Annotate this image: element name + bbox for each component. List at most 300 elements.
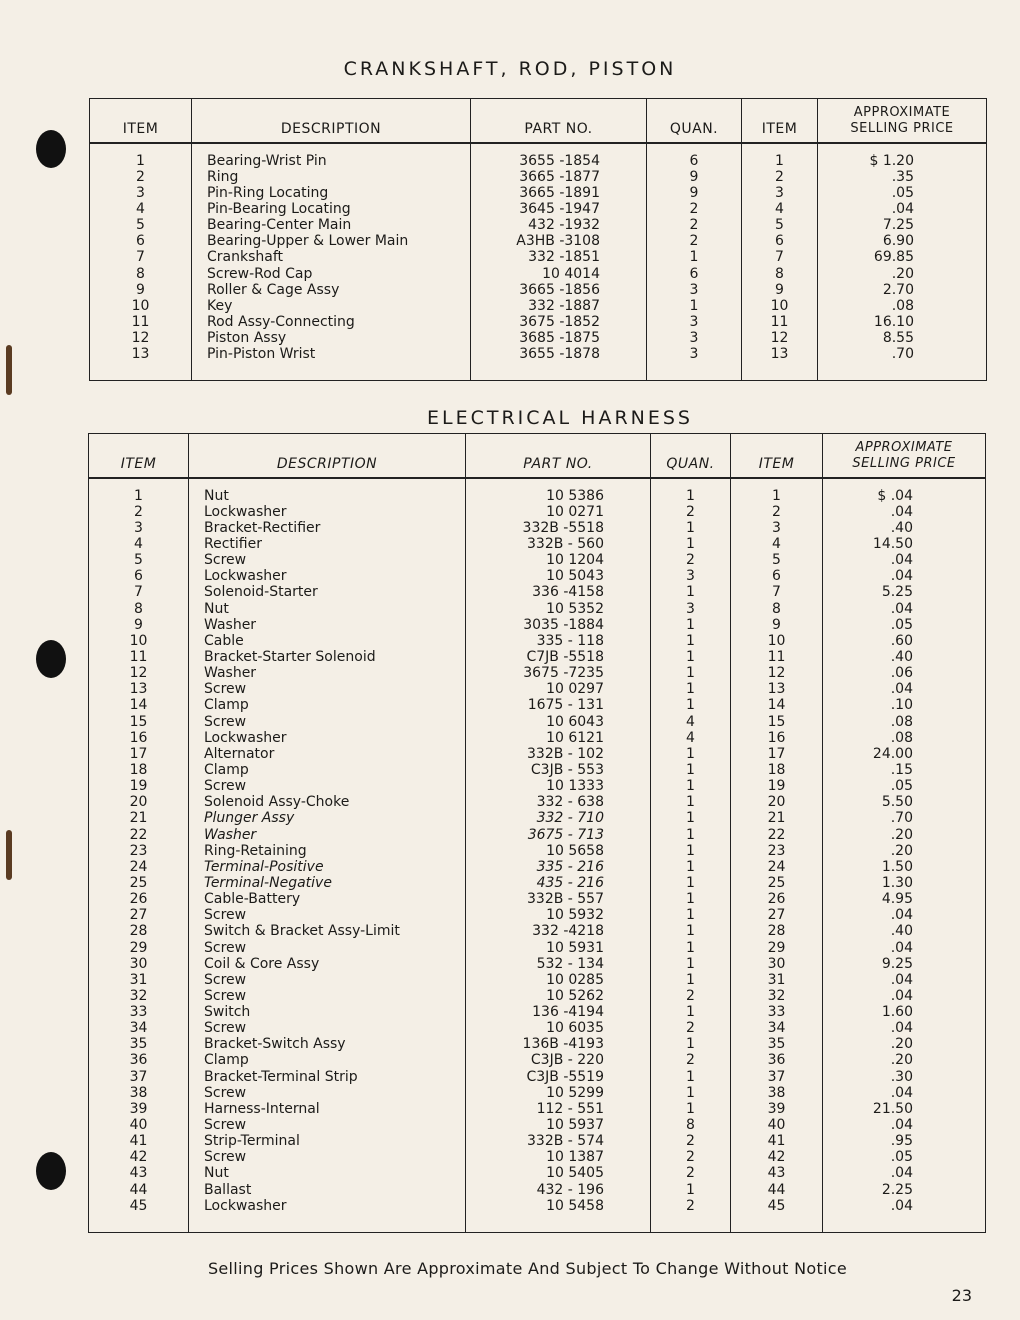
header-item-2: ITEM — [742, 99, 818, 143]
cell-part-no: 10 5658 — [466, 843, 651, 859]
cell-price: .20 — [818, 265, 987, 281]
cell-price: 5.50 — [823, 794, 986, 810]
cell-item: 18 — [89, 762, 189, 778]
cell-part-no: 332 -1887 — [471, 298, 647, 314]
cell-description: Ring — [192, 169, 471, 185]
cell-item-2: 3 — [731, 520, 823, 536]
cell-price: 5.25 — [823, 584, 986, 600]
cell-item: 31 — [89, 972, 189, 988]
cell-item: 11 — [90, 314, 192, 330]
cell-price: .10 — [823, 697, 986, 713]
cell-part-no: 136B -4193 — [466, 1036, 651, 1052]
cell-quan: 1 — [651, 746, 731, 762]
cell-item-2: 17 — [731, 746, 823, 762]
cell-part-no: 10 4014 — [471, 265, 647, 281]
cell-item-2: 19 — [731, 778, 823, 794]
table-row — [89, 810, 986, 826]
header-part-no: PART NO. — [466, 434, 651, 478]
cell-description: Screw — [189, 988, 466, 1004]
cell-item: 13 — [90, 346, 192, 381]
cell-part-no: 10 5043 — [466, 568, 651, 584]
cell-quan: 1 — [651, 665, 731, 681]
cell-price: .70 — [818, 346, 987, 381]
table-row — [89, 1020, 986, 1036]
cell-quan: 3 — [651, 568, 731, 584]
cell-item-2: 7 — [731, 584, 823, 600]
cell-part-no: C7JB -5518 — [466, 649, 651, 665]
cell-description: Nut — [189, 478, 466, 504]
cell-description: Bracket-Terminal Strip — [189, 1069, 466, 1085]
cell-quan: 1 — [651, 939, 731, 955]
cell-part-no: 10 5931 — [466, 939, 651, 955]
cell-description: Harness-Internal — [189, 1101, 466, 1117]
cell-part-no: 10 5937 — [466, 1117, 651, 1133]
cell-description: Lockwasher — [189, 568, 466, 584]
cell-item: 13 — [89, 681, 189, 697]
table-row — [90, 346, 987, 381]
cell-price: 2.25 — [823, 1182, 986, 1198]
cell-quan: 9 — [647, 169, 742, 185]
table-row — [89, 730, 986, 746]
cell-price: 14.50 — [823, 536, 986, 552]
cell-item: 12 — [89, 665, 189, 681]
cell-item-2: 32 — [731, 988, 823, 1004]
cell-price: .05 — [818, 185, 987, 201]
table-row — [89, 1117, 986, 1133]
cell-item: 30 — [89, 956, 189, 972]
table-row — [89, 633, 986, 649]
cell-quan: 1 — [651, 875, 731, 891]
cell-description: Screw — [189, 907, 466, 923]
table-row — [89, 972, 986, 988]
cell-quan: 1 — [651, 681, 731, 697]
cell-item-2: 12 — [742, 330, 818, 346]
cell-quan: 1 — [651, 478, 731, 504]
cell-quan: 1 — [651, 843, 731, 859]
crankshaft-parts-table — [89, 98, 987, 381]
cell-item: 4 — [89, 536, 189, 552]
cell-description: Crankshaft — [192, 249, 471, 265]
cell-price: .04 — [823, 600, 986, 616]
cell-item: 24 — [89, 859, 189, 875]
cell-item: 7 — [89, 584, 189, 600]
table-row — [89, 1069, 986, 1085]
cell-part-no: 3675 -7235 — [466, 665, 651, 681]
table-row — [89, 891, 986, 907]
cell-item-2: 12 — [731, 665, 823, 681]
table-row — [89, 1085, 986, 1101]
cell-price: .05 — [823, 778, 986, 794]
cell-price: .04 — [823, 1117, 986, 1133]
cell-price: .04 — [823, 939, 986, 955]
cell-part-no: C3JB -5519 — [466, 1069, 651, 1085]
cell-price: .15 — [823, 762, 986, 778]
cell-price: .20 — [823, 843, 986, 859]
cell-description: Nut — [189, 1165, 466, 1181]
cell-quan: 1 — [651, 762, 731, 778]
cell-price: .04 — [823, 1085, 986, 1101]
header-item: ITEM — [90, 99, 192, 143]
cell-item-2: 36 — [731, 1052, 823, 1068]
cell-quan: 2 — [651, 552, 731, 568]
cell-item: 38 — [89, 1085, 189, 1101]
cell-quan: 4 — [651, 730, 731, 746]
cell-quan: 1 — [651, 972, 731, 988]
cell-item-2: 38 — [731, 1085, 823, 1101]
table-row — [90, 314, 987, 330]
cell-price: .06 — [823, 665, 986, 681]
table-row — [89, 1182, 986, 1198]
table-row — [90, 233, 987, 249]
harness-rows — [89, 478, 986, 1233]
cell-description: Lockwasher — [189, 1198, 466, 1233]
cell-item: 26 — [89, 891, 189, 907]
cell-item-2: 8 — [731, 600, 823, 616]
cell-item-2: 13 — [731, 681, 823, 697]
table-row — [89, 988, 986, 1004]
footer-note: Selling Prices Shown Are Approximate And Subject To Change Without Notice — [207, 1259, 848, 1278]
cell-description: Clamp — [189, 762, 466, 778]
cell-part-no: 10 5386 — [466, 478, 651, 504]
cell-price: .40 — [823, 649, 986, 665]
table-row — [90, 282, 987, 298]
cell-item-2: 4 — [742, 201, 818, 217]
cell-item-2: 42 — [731, 1149, 823, 1165]
cell-part-no: 336 -4158 — [466, 584, 651, 600]
cell-item: 25 — [89, 875, 189, 891]
cell-part-no: 10 1387 — [466, 1149, 651, 1165]
cell-item: 39 — [89, 1101, 189, 1117]
cell-price: 24.00 — [823, 746, 986, 762]
cell-item: 3 — [89, 520, 189, 536]
cell-price: 1.60 — [823, 1004, 986, 1020]
table-row — [89, 552, 986, 568]
cell-item-2: 43 — [731, 1165, 823, 1181]
cell-quan: 1 — [651, 697, 731, 713]
table-row — [89, 875, 986, 891]
cell-part-no: A3HB -3108 — [471, 233, 647, 249]
cell-quan: 2 — [651, 1165, 731, 1181]
binder-hole-bottom — [36, 1152, 66, 1190]
cell-description: Terminal-Positive — [189, 859, 466, 875]
cell-description: Screw — [189, 1085, 466, 1101]
cell-quan: 3 — [647, 330, 742, 346]
table-row — [90, 330, 987, 346]
table-row — [89, 520, 986, 536]
cell-part-no: 3645 -1947 — [471, 201, 647, 217]
cell-description: Screw — [189, 778, 466, 794]
cell-price: .20 — [823, 1036, 986, 1052]
cell-description: Screw — [189, 972, 466, 988]
cell-item: 33 — [89, 1004, 189, 1020]
cell-price: 1.30 — [823, 875, 986, 891]
cell-part-no: 332B - 102 — [466, 746, 651, 762]
cell-price: .04 — [823, 1020, 986, 1036]
table-row — [89, 826, 986, 842]
cell-item-2: 29 — [731, 939, 823, 955]
cell-price: .30 — [823, 1069, 986, 1085]
cell-item: 34 — [89, 1020, 189, 1036]
cell-item-2: 6 — [742, 233, 818, 249]
cell-quan: 1 — [651, 1004, 731, 1020]
cell-description: Key — [192, 298, 471, 314]
cell-description: Nut — [189, 600, 466, 616]
table-row — [90, 169, 987, 185]
cell-quan: 3 — [647, 314, 742, 330]
cell-price: 8.55 — [818, 330, 987, 346]
cell-item: 9 — [90, 282, 192, 298]
cell-part-no: 10 6035 — [466, 1020, 651, 1036]
cell-quan: 2 — [651, 1052, 731, 1068]
cell-part-no: 332 -4218 — [466, 923, 651, 939]
cell-price: .04 — [823, 568, 986, 584]
table-row — [89, 956, 986, 972]
header-description: DESCRIPTION — [189, 434, 466, 478]
cell-description: Bearing-Wrist Pin — [192, 143, 471, 169]
cell-price: .04 — [818, 201, 987, 217]
cell-part-no: 332 -1851 — [471, 249, 647, 265]
cell-price: .95 — [823, 1133, 986, 1149]
cell-item-2: 25 — [731, 875, 823, 891]
cell-part-no: 112 - 551 — [466, 1101, 651, 1117]
table-row — [89, 504, 986, 520]
cell-item: 32 — [89, 988, 189, 1004]
cell-price: .05 — [823, 1149, 986, 1165]
cell-item: 27 — [89, 907, 189, 923]
cell-item-2: 11 — [742, 314, 818, 330]
cell-description: Switch & Bracket Assy-Limit — [189, 923, 466, 939]
cell-item-2: 10 — [742, 298, 818, 314]
table-row — [89, 1004, 986, 1020]
table-row — [89, 859, 986, 875]
cell-item: 8 — [90, 265, 192, 281]
table-row — [90, 185, 987, 201]
cell-quan: 6 — [647, 143, 742, 169]
cell-price: .35 — [818, 169, 987, 185]
cell-item-2: 26 — [731, 891, 823, 907]
table-row — [90, 249, 987, 265]
cell-part-no: 3675 -1852 — [471, 314, 647, 330]
cell-item: 1 — [90, 143, 192, 169]
cell-part-no: 3035 -1884 — [466, 617, 651, 633]
cell-price: .70 — [823, 810, 986, 826]
table-row — [89, 939, 986, 955]
cell-quan: 1 — [651, 1182, 731, 1198]
cell-item: 16 — [89, 730, 189, 746]
cell-quan: 2 — [647, 217, 742, 233]
cell-part-no: 10 0271 — [466, 504, 651, 520]
cell-item-2: 15 — [731, 713, 823, 729]
cell-description: Strip-Terminal — [189, 1133, 466, 1149]
cell-item-2: 27 — [731, 907, 823, 923]
cell-description: Alternator — [189, 746, 466, 762]
cell-part-no: 332B -5518 — [466, 520, 651, 536]
table-row — [90, 143, 987, 169]
cell-part-no: 532 - 134 — [466, 956, 651, 972]
cell-part-no: 3655 -1854 — [471, 143, 647, 169]
cell-item: 35 — [89, 1036, 189, 1052]
cell-item: 20 — [89, 794, 189, 810]
cell-item: 11 — [89, 649, 189, 665]
cell-description: Pin-Piston Wrist — [192, 346, 471, 381]
binder-hole-top — [36, 130, 66, 168]
cell-item: 5 — [89, 552, 189, 568]
table-row — [89, 1165, 986, 1181]
cell-item-2: 24 — [731, 859, 823, 875]
cell-item: 6 — [90, 233, 192, 249]
cell-price: .40 — [823, 520, 986, 536]
cell-item: 28 — [89, 923, 189, 939]
cell-part-no: 432 - 196 — [466, 1182, 651, 1198]
cell-item-2: 35 — [731, 1036, 823, 1052]
cell-description: Screw — [189, 1149, 466, 1165]
cell-item-2: 13 — [742, 346, 818, 381]
cell-description: Switch — [189, 1004, 466, 1020]
cell-price: $ .04 — [823, 478, 986, 504]
cell-item-2: 5 — [731, 552, 823, 568]
cell-quan: 1 — [651, 584, 731, 600]
cell-part-no: 10 5299 — [466, 1085, 651, 1101]
cell-quan: 3 — [651, 600, 731, 616]
cell-item-2: 28 — [731, 923, 823, 939]
cell-part-no: 1675 - 131 — [466, 697, 651, 713]
table-row — [90, 298, 987, 314]
cell-part-no: 3665 -1891 — [471, 185, 647, 201]
cell-part-no: 10 1333 — [466, 778, 651, 794]
cell-part-no: 335 - 216 — [466, 859, 651, 875]
cell-item: 14 — [89, 697, 189, 713]
cell-quan: 1 — [651, 633, 731, 649]
table-row — [89, 1036, 986, 1052]
table-row — [89, 584, 986, 600]
cell-item-2: 20 — [731, 794, 823, 810]
table-row — [89, 681, 986, 697]
cell-part-no: 3685 -1875 — [471, 330, 647, 346]
cell-item-2: 11 — [731, 649, 823, 665]
cell-item-2: 33 — [731, 1004, 823, 1020]
cell-quan: 2 — [651, 988, 731, 1004]
cell-part-no: 332 - 638 — [466, 794, 651, 810]
table-row — [89, 907, 986, 923]
cell-item-2: 3 — [742, 185, 818, 201]
header-part-no: PART NO. — [471, 99, 647, 143]
cell-description: Bearing-Center Main — [192, 217, 471, 233]
cell-quan: 2 — [651, 1133, 731, 1149]
cell-part-no: 3665 -1856 — [471, 282, 647, 298]
cell-part-no: 3655 -1878 — [471, 346, 647, 381]
cell-price: 4.95 — [823, 891, 986, 907]
cell-quan: 1 — [647, 249, 742, 265]
table-row — [90, 201, 987, 217]
cell-item: 2 — [90, 169, 192, 185]
cell-item-2: 6 — [731, 568, 823, 584]
cell-description: Solenoid-Starter — [189, 584, 466, 600]
cell-description: Piston Assy — [192, 330, 471, 346]
cell-part-no: 332B - 574 — [466, 1133, 651, 1149]
cell-item: 40 — [89, 1117, 189, 1133]
cell-item-2: 45 — [731, 1198, 823, 1233]
cell-part-no: 10 5352 — [466, 600, 651, 616]
cell-description: Screw-Rod Cap — [192, 265, 471, 281]
table-row — [89, 1133, 986, 1149]
harness-parts-table — [88, 433, 986, 1233]
cell-price: 69.85 — [818, 249, 987, 265]
cell-part-no: 10 5262 — [466, 988, 651, 1004]
cell-quan: 1 — [651, 859, 731, 875]
cell-item-2: 14 — [731, 697, 823, 713]
table-row — [89, 649, 986, 665]
header-quan: QUAN. — [651, 434, 731, 478]
cell-price: .04 — [823, 504, 986, 520]
cell-price: .40 — [823, 923, 986, 939]
cell-price: 21.50 — [823, 1101, 986, 1117]
cell-quan: 1 — [651, 907, 731, 923]
cell-item: 12 — [90, 330, 192, 346]
table-row — [89, 1149, 986, 1165]
cell-quan: 1 — [651, 520, 731, 536]
cell-description: Cable-Battery — [189, 891, 466, 907]
table-row — [89, 617, 986, 633]
cell-price: .05 — [823, 617, 986, 633]
cell-part-no: 10 0285 — [466, 972, 651, 988]
cell-item-2: 9 — [742, 282, 818, 298]
header-item-2: ITEM — [731, 434, 823, 478]
cell-part-no: 10 5458 — [466, 1198, 651, 1233]
cell-item: 21 — [89, 810, 189, 826]
cell-item-2: 30 — [731, 956, 823, 972]
cell-part-no: 332B - 560 — [466, 536, 651, 552]
cell-description: Washer — [189, 617, 466, 633]
cell-quan: 1 — [651, 1101, 731, 1117]
cell-description: Washer — [189, 665, 466, 681]
cell-price: 7.25 — [818, 217, 987, 233]
cell-quan: 2 — [647, 233, 742, 249]
cell-item: 3 — [90, 185, 192, 201]
cell-part-no: 435 - 216 — [466, 875, 651, 891]
cell-price: 6.90 — [818, 233, 987, 249]
cell-price: .08 — [823, 713, 986, 729]
cell-quan: 8 — [651, 1117, 731, 1133]
cell-item: 1 — [89, 478, 189, 504]
cell-description: Pin-Bearing Locating — [192, 201, 471, 217]
table-row — [89, 923, 986, 939]
table-row — [89, 665, 986, 681]
cell-item-2: 2 — [731, 504, 823, 520]
cell-item: 45 — [89, 1198, 189, 1233]
cell-item: 22 — [89, 826, 189, 842]
cell-description: Rectifier — [189, 536, 466, 552]
cell-description: Bracket-Starter Solenoid — [189, 649, 466, 665]
cell-quan: 1 — [651, 617, 731, 633]
cell-price: $ 1.20 — [818, 143, 987, 169]
cell-price: .04 — [823, 972, 986, 988]
cell-item-2: 8 — [742, 265, 818, 281]
cell-description: Rod Assy-Connecting — [192, 314, 471, 330]
cell-item-2: 16 — [731, 730, 823, 746]
cell-price: .04 — [823, 988, 986, 1004]
cell-item-2: 40 — [731, 1117, 823, 1133]
binder-hole-middle — [36, 640, 66, 678]
cell-quan: 1 — [651, 923, 731, 939]
cell-part-no: 432 -1932 — [471, 217, 647, 233]
cell-item-2: 7 — [742, 249, 818, 265]
table-row — [89, 600, 986, 616]
table-row — [89, 697, 986, 713]
cell-price: 1.50 — [823, 859, 986, 875]
cell-item: 19 — [89, 778, 189, 794]
cell-quan: 1 — [651, 891, 731, 907]
cell-item: 10 — [89, 633, 189, 649]
